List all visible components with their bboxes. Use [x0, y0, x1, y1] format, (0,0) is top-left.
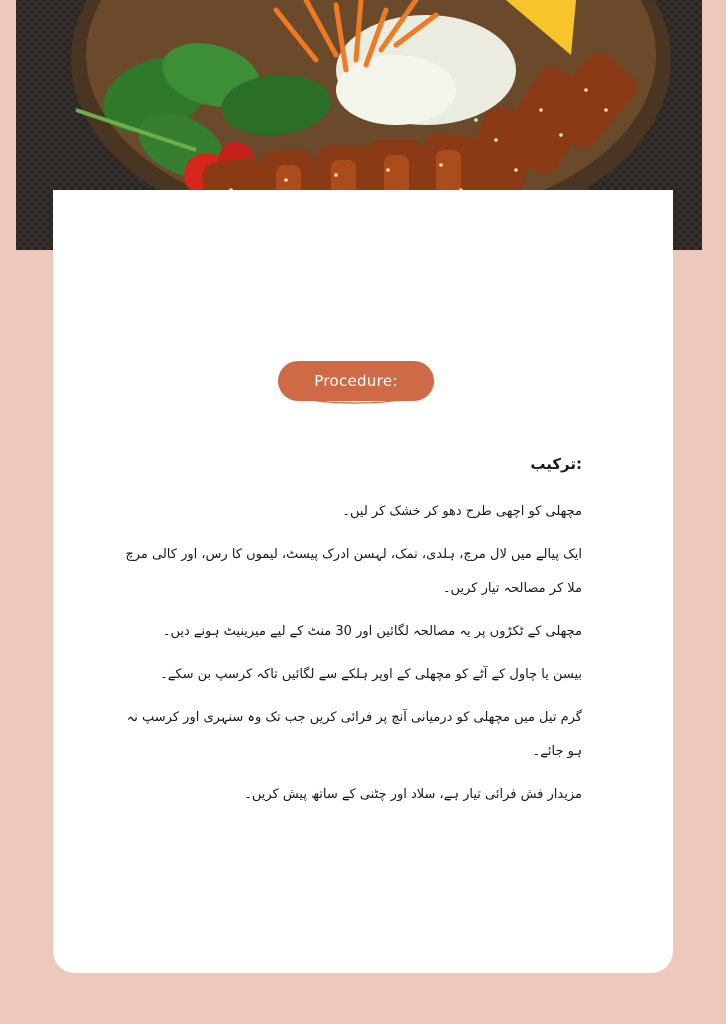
- procedure-badge: Procedure:: [278, 361, 434, 401]
- torn-paper-edge: [53, 183, 673, 253]
- recipe-step: مچھلی کے ٹکڑوں پر یہ مصالحہ لگائیں اور 30 منٹ کے لیے میرینیٹ ہونے دیں۔: [162, 624, 582, 639]
- recipe-step: گرم تیل میں مچھلی کو درمیانی آنچ پر فرائی کریں جب تک وہ سنہری اور کرسپ نہ ہو جائے۔: [126, 710, 582, 759]
- recipe-text: [120, 455, 582, 821]
- recipe-step: ایک پیالے میں لال مرچ، ہلدی، نمک، لہسن ادرک پیسٹ، لیموں کا رس، اور کالی مرچ ملا کر مصالحہ تیار کریں۔: [125, 547, 582, 596]
- recipe-step: مچھلی کو اچھی طرح دھو کر خشک کر لیں۔: [342, 504, 582, 519]
- recipe-step: بیسن یا چاول کے آٹے کو مچھلی کے اوپر ہلکے سے لگائیں تاکہ کرسپ بن سکے۔: [160, 667, 582, 682]
- recipe-heading: :ترکیب: [530, 455, 582, 473]
- recipe-step: مزیدار فش فرائی تیار ہے، سلاد اور چٹنی کے ساتھ پیش کریں۔: [244, 787, 582, 802]
